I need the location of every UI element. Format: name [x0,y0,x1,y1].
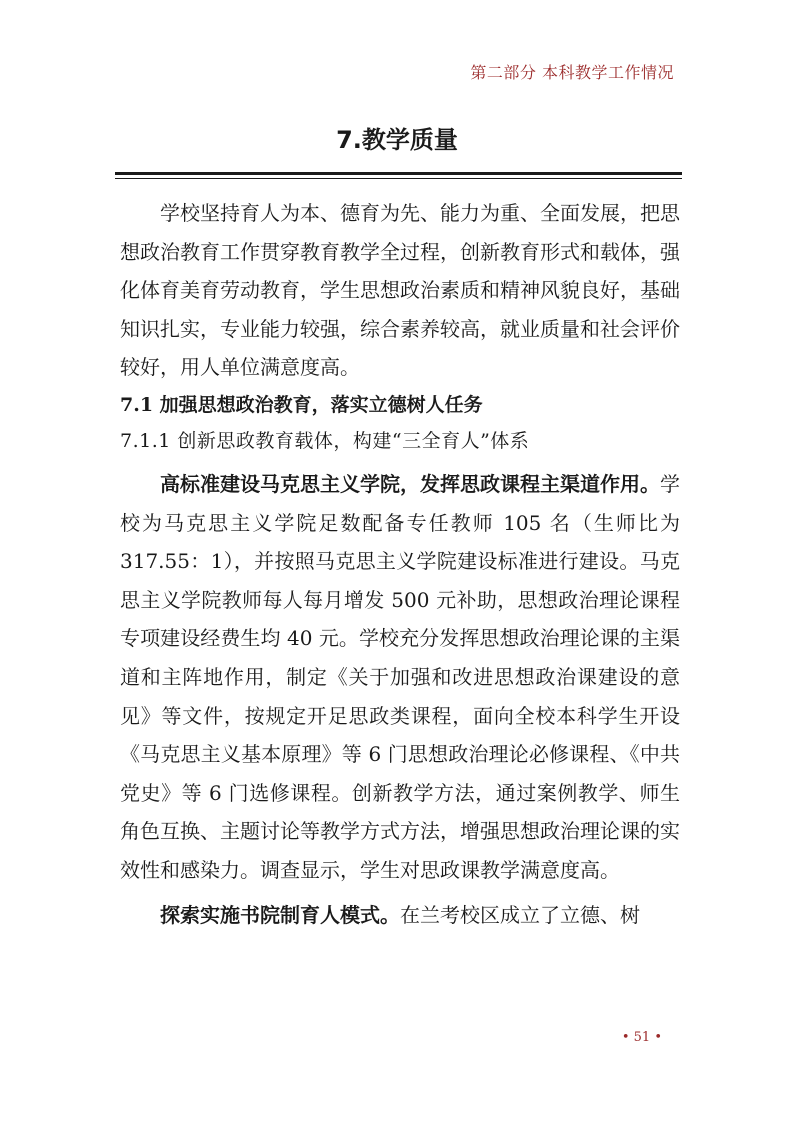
paragraph-1 [120,465,680,890]
paragraph-1-lead: 高标准建设马克思主义学院，发挥思政课程主渠道作用。 [160,471,660,496]
section-heading: 7.1 加强思想政治教育，落实立德树人任务 [120,393,483,416]
body-text [120,194,680,934]
paragraph-2 [120,896,680,935]
title-rule-thin [115,178,682,179]
subsection-heading: 7.1.1 创新思政教育载体，构建“三全育人”体系 [120,429,530,452]
intro-paragraph: 学校坚持育人为本、德育为先、能力为重、全面发展，把思想政治教育工作贯穿教育教学全过程，创新教育形式和载体，强化体育美育劳动教育，学生思想政治素质和精神风貌良好，基础知识扎实，专业能力较强，综合素养较高，就业质量和社会评价较好，用人单位满意度高。 [120,201,680,380]
page-number: • 51 • [621,1030,662,1045]
paragraph-2-lead: 探索实施书院制育人模式。 [160,902,400,927]
running-header: 第二部分 本科教学工作情况 [470,63,674,82]
paragraph-2-text: 在兰考校区成立了立德、树 [400,902,640,927]
title-rule-thick [115,172,682,175]
paragraph-1-text: 学校为马克思主义学院足数配备专任教师 105 名（生师比为 317.55：1），并按照马克思主义学院建设标准进行建设。马克思主义学院教师每人每月增发 500 元补助，思想政治理论课程专项建设经费生均 40 元。学校充分发挥思想政治理论课的主渠道和主阵地作用，制定《关于加强和改进思想政治课建设的意见》等文件，按规定开足思政类课程，面向全校本科学生开设《马克思主义基本原理》等 6 门思想政治理论必修课程、《中共党史》等 6 门选修课程。创新教学方法，通过案例教学、师生角色互换、主题讨论等教学方式方法，增强思想政治理论课的实效性和感染力。调查显示，学生对思政课教学满意度高。 [120,471,680,882]
chapter-title: 7.教学质量 [336,126,458,154]
